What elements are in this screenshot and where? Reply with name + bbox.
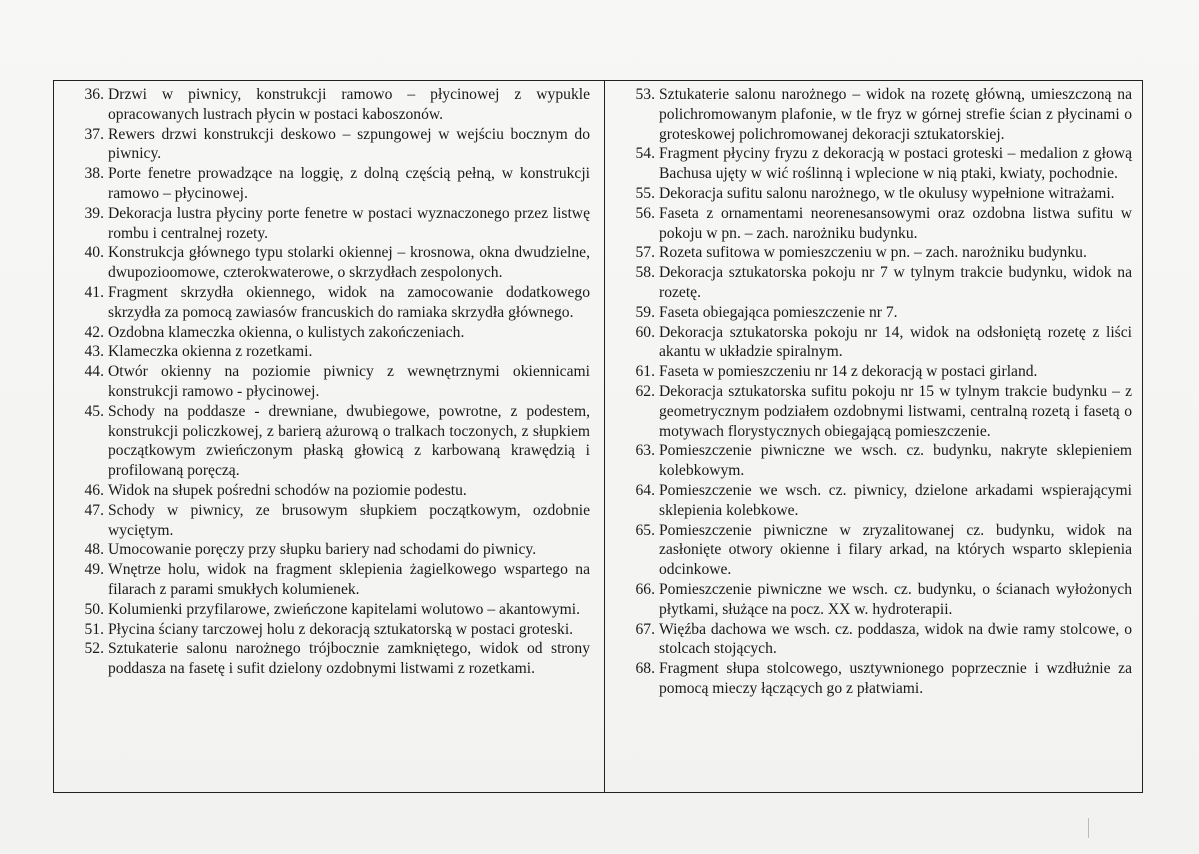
item-number: 44. [84,363,104,381]
item-number: 45. [84,402,104,420]
item-number: 61. [635,363,655,381]
list-item [605,659,1132,699]
item-text: Kolumienki przyfilarowe, zwieńczone kapitelami wolutowo – akantowymi. [108,600,581,618]
list-item [54,481,590,501]
left-column [54,81,605,792]
list-item [605,362,1132,382]
item-text: Drzwi w piwnicy, konstrukcji ramowo – płycinowej z wypukle opracowanych lustrach płycin w postaci kaboszonów. [108,86,590,123]
item-number: 49. [84,561,104,579]
item-text: Dekoracja sztukatorska sufitu pokoju nr 15 w tylnym trakcie budynku – z geometrycznym podziałem ozdobnymi listwami, centralną rozetą i fasetą o motywach florystycznych obiegającą pomieszczenie. [659,382,1132,440]
item-number: 46. [84,481,104,499]
item-text: Schody na poddasze - drewniane, dwubiegowe, powrotne, z podestem, konstrukcji policzkowej, z barierą ażurową o tralkach toczonych, z słupkiem początkowym zwieńczonym płaską głowicą z karbowaną krawędzią i profilowaną poręczą. [108,402,590,480]
item-text: Konstrukcja głównego typu stolarki okiennej – krosnowa, okna dwudzielne, dwupozioomowe, czterokwaterowe, o skrzydłach zespolonych. [108,244,590,282]
list-item [54,204,590,244]
list-item [54,164,590,204]
item-number: 59. [635,303,655,321]
list-item [605,521,1132,580]
item-number: 56. [635,204,655,222]
item-text: Pomieszczenie piwniczne we wsch. cz. budynku, o ścianach wyłożonych płytkami, służące na pocz. XX w. hydroterapii. [659,580,1132,618]
item-text: Płycina ściany tarczowej holu z dekoracją sztukatorską w postaci groteski. [108,620,574,638]
item-text: Umocowanie poręczy przy słupku bariery nad schodami do piwnicy. [108,541,537,559]
list-item [54,85,590,125]
item-text: Pomieszczenie piwniczne we wsch. cz. budynku, nakryte sklepieniem kolebkowym. [659,442,1132,480]
item-number: 51. [84,620,104,638]
list-item [605,481,1132,521]
item-text: Wnętrze holu, widok na fragment sklepienia żagielkowego wspartego na filarach z parami smukłych kolumienek. [108,561,590,598]
list-item [54,639,590,679]
item-number: 58. [635,264,655,282]
item-number: 66. [635,580,655,598]
list-item [605,620,1132,660]
item-number: 42. [84,323,104,341]
item-text: Widok na słupek pośredni schodów na poziomie podestu. [108,481,467,499]
item-text: Fragment płyciny fryzu z dekoracją w postaci groteski – medalion z głową Bachusa ujęty w wić roślinną i wplecione w nią ptaki, kwiaty, pochodnie. [659,145,1132,183]
item-number: 68. [635,660,655,678]
item-text: Sztukaterie salonu narożnego – widok na rozetę główną, umieszczoną na polichromowanym plafonie, w tle fryz w górnej strefie ścian z płycinami o groteskowej polichromowanej dekoracji sztukatorskiej. [659,86,1132,143]
item-text: Dekoracja sztukatorska pokoju nr 7 w tylnym trakcie budynku, widok na rozetę. [659,264,1132,301]
list-item [54,620,590,640]
item-text: Faseta w pomieszczeniu nr 14 z dekoracją w postaci girland. [659,363,1038,381]
item-number: 55. [635,184,655,202]
list-item [605,184,1132,204]
item-number: 47. [84,501,104,519]
list-item [605,303,1132,323]
item-text: Więźba dachowa we wsch. cz. poddasza, widok na dwie ramy stolcowe, o stolcach stojących. [659,620,1132,658]
item-number: 54. [635,145,655,163]
item-number: 57. [635,244,655,262]
list-item [54,402,590,481]
item-text: Fragment słupa stolcowego, usztywnionego poprzecznie i wzdłużnie za pomocą mieczy łączących go z płatwiami. [659,660,1132,697]
item-number: 62. [635,382,655,400]
scan-mark [1088,818,1089,838]
item-text: Dekoracja lustra płyciny porte fenetre w postaci wyznaczonego przez listwę rombu i centralnej rozety. [108,204,590,242]
list-item [605,441,1132,481]
item-number: 38. [84,165,104,183]
list-item [54,243,590,283]
item-text: Faseta obiegająca pomieszczenie nr 7. [659,303,898,321]
item-number: 67. [635,620,655,638]
list-item [605,382,1132,441]
item-number: 48. [84,541,104,559]
item-text: Pomieszczenie we wsch. cz. piwnicy, dzielone arkadami wspierającymi sklepienia kolebkowe. [659,481,1132,519]
list-item [54,560,590,600]
left-caption-list [54,81,604,679]
item-text: Sztukaterie salonu narożnego trójbocznie zamkniętego, widok od strony poddasza na fasetę i sufit dzielony ozdobnymi listwami z rozetkami. [108,640,590,678]
list-item [605,263,1132,303]
item-text: Dekoracja sztukatorska pokoju nr 14, widok na odsłoniętą rozetę z liści akantu w układzie spiralnym. [659,323,1132,361]
right-caption-list [605,81,1142,699]
item-text: Dekoracja sufitu salonu narożnego, w tle okulusy wypełnione witrażami. [659,184,1115,202]
item-number: 37. [84,125,104,143]
item-text: Klameczka okienna z rozetkami. [108,343,313,361]
item-number: 63. [635,442,655,460]
list-item [54,501,590,541]
right-column [605,81,1142,792]
item-text: Pomieszczenie piwniczne w zryzalitowanej cz. budynku, widok na zasłonięte otwory okienne i filary arkad, na których wsparto sklepienia odcinkowe. [659,521,1132,579]
list-item [605,204,1132,244]
item-text: Schody w piwnicy, ze brusowym słupkiem początkowym, ozdobnie wyciętym. [108,501,590,539]
item-text: Porte fenetre prowadzące na loggię, z dolną częścią pełną, w konstrukcji ramowo – płycinowej. [108,165,590,202]
item-text: Otwór okienny na poziomie piwnicy z wewnętrznymi okiennicami konstrukcji ramowo - płycinowej. [108,363,590,400]
list-item [54,125,590,165]
item-number: 43. [84,343,104,361]
item-text: Ozdobna klameczka okienna, o kulistych zakończeniach. [108,323,465,341]
list-item [605,323,1132,363]
item-text: Fragment skrzydła okiennego, widok na zamocowanie dodatkowego skrzydła za pomocą zawiasów francuskich do ramiaka skrzydła głównego. [108,283,590,321]
item-number: 39. [84,204,104,222]
list-item [54,323,590,343]
list-item [605,580,1132,620]
caption-table [53,80,1143,793]
item-number: 53. [635,86,655,103]
item-text: Rewers drzwi konstrukcji deskowo – szpungowej w wejściu bocznym do piwnicy. [108,125,590,163]
list-item [605,85,1132,144]
item-text: Faseta z ornamentami neorenesansowymi oraz ozdobna listwa sufitu w pokoju w pn. – zach. narożniku budynku. [659,204,1132,242]
item-number: 52. [84,640,104,658]
item-text: Rozeta sufitowa w pomieszczeniu w pn. – zach. narożniku budynku. [659,244,1087,262]
list-item [54,283,590,323]
list-item [54,342,590,362]
list-item [605,243,1132,263]
item-number: 40. [84,244,104,262]
item-number: 64. [635,481,655,499]
item-number: 36. [84,86,104,103]
list-item [605,144,1132,184]
list-item [54,600,590,620]
item-number: 65. [635,521,655,539]
item-number: 60. [635,323,655,341]
list-item [54,540,590,560]
item-number: 50. [84,600,104,618]
list-item [54,362,590,402]
item-number: 41. [84,283,104,301]
